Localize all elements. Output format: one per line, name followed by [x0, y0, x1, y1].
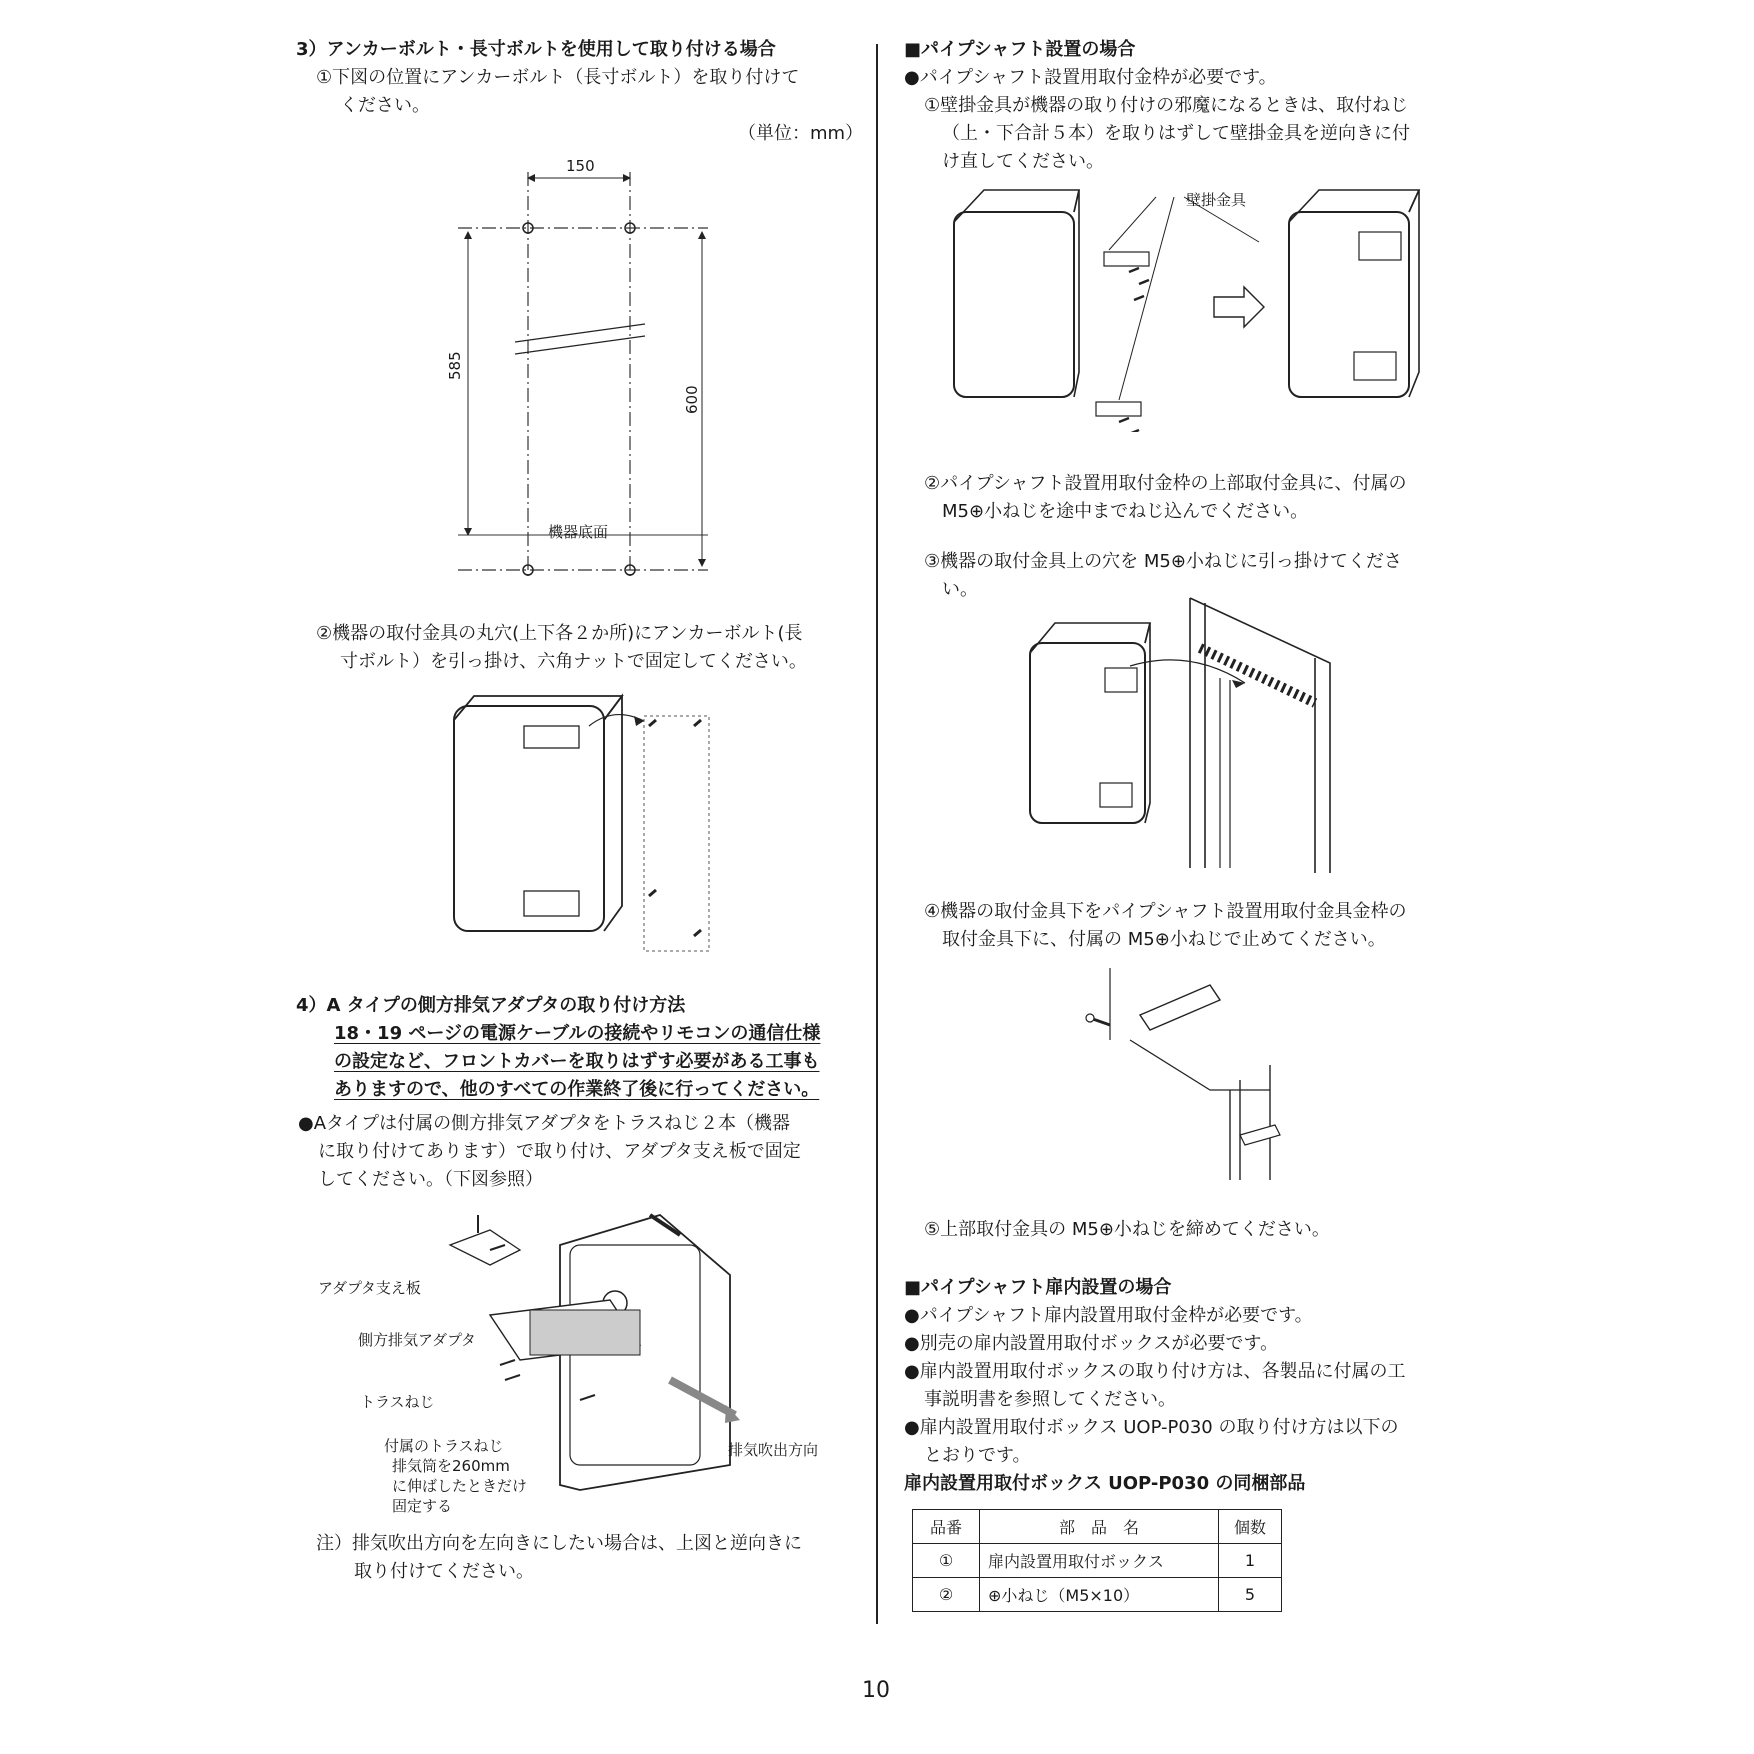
unit-label: （単位：mm）	[738, 123, 864, 144]
ps-step5: ⑤上部取付金具の M5⊕小ねじを締めてください。	[924, 1219, 1330, 1240]
label-note3: 固定する	[392, 1497, 453, 1515]
pipe-shaft-title: ■パイプシャフト設置の場合	[904, 39, 1136, 60]
pipe-shaft-bullet: ●パイプシャフト設置用取付金枠が必要です。	[904, 67, 1277, 88]
table-cell: 5	[1219, 1578, 1282, 1612]
ps-step1-line1: ①壁掛金具が機器の取り付けの邪魔になるときは、取付ねじ	[924, 95, 1409, 116]
dim-600: 600	[683, 385, 701, 414]
door-bullet2: ●別売の扉内設置用取付ボックスが必要です。	[904, 1333, 1279, 1354]
table-cell: ②	[913, 1578, 980, 1612]
s3-step2-line2: 寸ボルト）を引っ掛け、六角ナットで固定してください。	[340, 651, 807, 672]
table-cell: 扉内設置用取付ボックス	[980, 1544, 1219, 1578]
table-cell: ⊕小ねじ（M5×10）	[980, 1578, 1219, 1612]
dim-585: 585	[446, 351, 464, 380]
dim-150: 150	[566, 157, 595, 175]
label-side-adapter: 側方排気アダプタ	[358, 1331, 476, 1349]
table-header-row	[913, 1510, 1282, 1544]
page-number: 10	[862, 1678, 890, 1703]
parts-table	[912, 1509, 1282, 1612]
s4-warning-line3: ありますので、他のすべての作業終了後に行ってください。	[334, 1079, 820, 1100]
table-header-cell: 個数	[1219, 1510, 1282, 1544]
door-bullet3-line2: 事説明書を参照してください。	[924, 1389, 1176, 1410]
section-3-title: 3）アンカーボルト・長寸ボルトを使用して取り付ける場合	[296, 39, 776, 60]
note-line2: 取り付けてください。	[354, 1561, 534, 1582]
s3-step1-line2: ください。	[340, 95, 430, 116]
pipe-shaft-hang-illustration	[1020, 588, 1350, 878]
door-bullet4-line1: ●扉内設置用取付ボックス UOP-P030 の取り付け方は以下の	[904, 1417, 1399, 1438]
lower-bracket-screw-illustration	[1080, 960, 1300, 1190]
table-header-cell: 部 品 名	[980, 1510, 1219, 1544]
ps-step1-line2: （上・下合計５本）を取りはずして壁掛金具を逆向きに付	[942, 123, 1410, 144]
note-line1: 注）排気吹出方向を左向きにしたい場合は、上図と逆向きに	[316, 1533, 802, 1554]
door-title: ■パイプシャフト扉内設置の場合	[904, 1277, 1172, 1298]
ps-step3-line1: ③機器の取付金具上の穴を M5⊕小ねじに引っ掛けてくださ	[924, 551, 1402, 572]
column-divider	[876, 44, 878, 1624]
door-bullet1: ●パイプシャフト扉内設置用取付金枠が必要です。	[904, 1305, 1313, 1326]
label-note2: に伸ばしたときだけ	[392, 1477, 528, 1495]
label-note1: 排気筒を260mm	[392, 1457, 510, 1475]
s4-bullet-line3: してください。（下図参照）	[318, 1169, 543, 1190]
section-4-title: 4）A タイプの側方排気アダプタの取り付け方法	[296, 995, 686, 1016]
ps-step4-line2: 取付金具下に、付属の M5⊕小ねじで止めてください。	[942, 929, 1386, 950]
label-accessory-truss: 付属のトラスねじ	[384, 1437, 504, 1455]
ps-step2-line2: M5⊕小ねじを途中までねじ込んでください。	[942, 501, 1309, 522]
label-adapter-plate: アダプタ支え板	[318, 1279, 421, 1297]
table-cell: ①	[913, 1544, 980, 1578]
table-header-cell: 品番	[913, 1510, 980, 1544]
s4-warning-line2: の設定など、フロントカバーを取りはずす必要がある工事も	[334, 1051, 820, 1072]
label-unit-bottom: 機器底面	[548, 523, 609, 541]
s4-warning-line1: 18・19 ページの電源ケーブルの接続やリモコンの通信仕様	[334, 1023, 821, 1044]
label-truss-screw: トラスねじ	[360, 1393, 435, 1411]
s4-bullet-line1: ●Aタイプは付属の側方排気アダプタをトラスねじ２本（機器	[298, 1113, 791, 1134]
table-title: 扉内設置用取付ボックス UOP-P030 の同梱部品	[904, 1473, 1306, 1494]
table-row	[913, 1544, 1282, 1578]
table-row	[913, 1578, 1282, 1612]
wall-bracket-illustration	[944, 182, 1464, 432]
ps-step2-line1: ②パイプシャフト設置用取付金枠の上部取付金具に、付属の	[924, 473, 1407, 494]
door-bullet4-line2: とおりです。	[924, 1445, 1031, 1466]
table-cell: 1	[1219, 1544, 1282, 1578]
label-exhaust-direction: 排気吹出方向	[728, 1441, 819, 1459]
s3-step2-line1: ②機器の取付金具の丸穴(上下各２か所)にアンカーボルト(長	[316, 623, 803, 644]
label-wall-bracket: 壁掛金具	[1186, 191, 1247, 209]
ps-step4-line1: ④機器の取付金具下をパイプシャフト設置用取付金具金枠の	[924, 901, 1407, 922]
ps-step1-line3: け直してください。	[942, 151, 1104, 172]
unit-mount-illustration	[444, 686, 724, 956]
s4-bullet-line2: に取り付けてあります）で取り付け、アダプタ支え板で固定	[318, 1141, 801, 1162]
s3-step1-line1: ①下図の位置にアンカーボルト（長寸ボルト）を取り付けて	[316, 67, 800, 88]
door-bullet3-line1: ●扉内設置用取付ボックスの取り付け方は、各製品に付属の工	[904, 1361, 1406, 1382]
ps-step3-line2: い。	[942, 579, 978, 600]
